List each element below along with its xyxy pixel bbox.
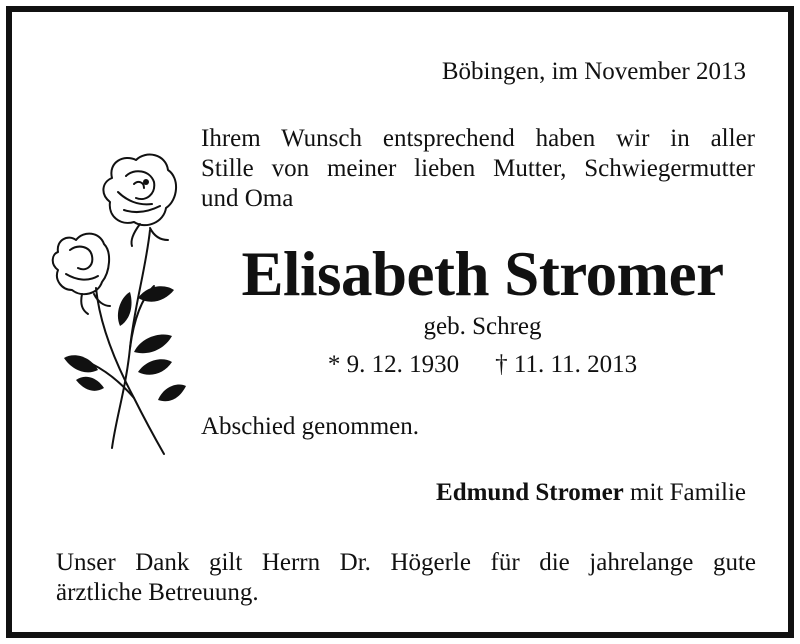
thanks-line: Unser Dank gilt Herrn Dr. Högerle für die jahrelange gute	[56, 549, 756, 576]
death-date: † 11. 11. 2013	[495, 351, 638, 378]
intro-text	[201, 124, 755, 214]
roses-drawing-icon	[38, 148, 198, 458]
intro-line: und Oma	[201, 185, 294, 212]
obituary-notice	[6, 6, 794, 638]
intro-line: Ihrem Wunsch entsprechend haben wir in aller	[201, 125, 755, 152]
farewell-text: Abschied genommen.	[201, 413, 420, 440]
signature-family: mit Familie	[623, 479, 746, 506]
thanks-text	[56, 548, 756, 608]
birth-date: * 9. 12. 1930	[327, 351, 460, 378]
deceased-name: Elisabeth Stromer	[241, 239, 724, 309]
life-dates	[210, 350, 755, 380]
place-date: Böbingen, im November 2013	[441, 58, 746, 85]
signature	[436, 478, 746, 508]
birth-name: geb. Schreg	[423, 313, 542, 340]
signature-name: Edmund Stromer	[436, 479, 624, 506]
intro-line: Stille von meiner lieben Mutter, Schwiegermutter	[201, 155, 755, 182]
thanks-line: ärztliche Betreuung.	[56, 579, 259, 606]
